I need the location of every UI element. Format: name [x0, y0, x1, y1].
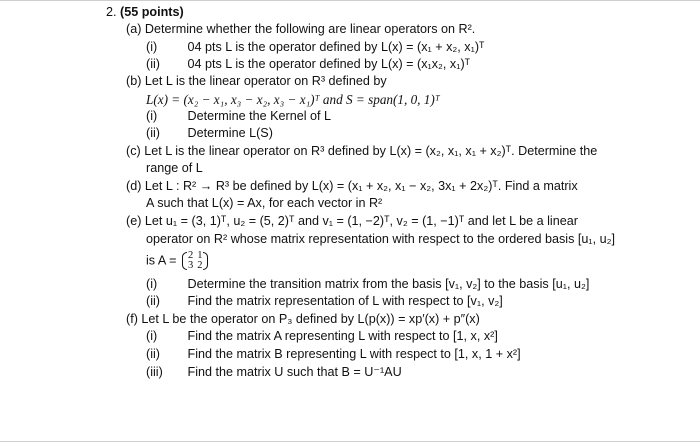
label-f-ii: (ii) — [146, 347, 160, 361]
part-b-i — [146, 108, 331, 125]
label-b: (b) — [126, 74, 142, 88]
label-e-ii: (ii) — [146, 294, 160, 308]
part-f-iii — [146, 364, 402, 381]
part-b-ii — [146, 125, 273, 142]
label-c: (c) — [126, 144, 141, 158]
label-a-i: (i) — [146, 40, 158, 54]
matrix-a-cell: 1 — [197, 250, 203, 261]
part-e — [126, 213, 578, 230]
text-c-cont: range of L — [146, 161, 203, 175]
matrix-a-cell: 2 — [187, 250, 194, 261]
label-e: (e) — [126, 214, 142, 228]
text-e-i: Determine the transition matrix from the basis [v₁, v₂] to the basis [u₁, u₂] — [187, 277, 590, 291]
part-a — [126, 21, 475, 38]
matrix-a-cell: 2 — [197, 260, 203, 271]
text-f-ii: Find the matrix B representing L with respect to [1, x, 1 + x²] — [187, 347, 521, 361]
label-b-ii: (ii) — [146, 126, 160, 140]
text-f-iii: Find the matrix U such that B = U⁻¹AU — [187, 365, 402, 379]
label-d: (d) — [126, 179, 142, 193]
text-b-def: L(x) = (x₂ − x₁, x₃ − x₂, x₃ − x₁)ᵀ and S = span(1, 0, 1)ᵀ — [146, 92, 440, 107]
problem-points: (55 points) — [120, 5, 184, 19]
text-e-is-a: is A = — [146, 253, 177, 268]
part-e-i — [146, 276, 589, 293]
text-e: Let u₁ = (3, 1)ᵀ, u₂ = (5, 2)ᵀ and v₁ = (1, −2)ᵀ, v₂ = (1, −1)ᵀ and let L be a linear — [144, 214, 578, 228]
part-a-ii — [146, 56, 470, 73]
text-a-ii: 04 pts L is the operator defined by L(x) = (x₁x₂, x₁)ᵀ — [187, 57, 471, 71]
part-f — [126, 311, 480, 328]
part-c — [126, 143, 597, 160]
bottom-border — [0, 441, 700, 442]
part-e-cont — [146, 231, 615, 248]
text-e-ii: Find the matrix representation of L with respect to [v₁, v₂] — [187, 294, 503, 308]
part-d — [126, 178, 578, 195]
text-a-i: 04 pts L is the operator defined by L(x) = (x₁ + x₂, x₁)ᵀ — [187, 40, 485, 54]
part-f-ii — [146, 346, 521, 363]
part-c-cont — [146, 160, 203, 177]
matrix-a — [182, 251, 209, 271]
text-f-i: Find the matrix A representing L with respect to [1, x, x²] — [187, 329, 498, 343]
part-f-i — [146, 328, 498, 345]
part-a-i — [146, 39, 484, 56]
text-b-i: Determine the Kernel of L — [187, 109, 332, 123]
part-b-definition — [146, 91, 440, 108]
matrix-a-cell: 3 — [187, 260, 194, 271]
problem-number: 2. — [106, 5, 117, 19]
part-e-ii — [146, 293, 503, 310]
text-a: Determine whether the following are linear operators on R². — [144, 22, 476, 36]
text-b: Let L is the linear operator on R³ defined by — [144, 74, 387, 88]
text-e-cont: operator on R² whose matrix representation with respect to the ordered basis [u₁, u₂] — [146, 232, 616, 246]
part-b — [126, 73, 387, 90]
text-d-cont: A such that L(x) = Ax, for each vector in R² — [146, 196, 383, 210]
part-d-cont — [146, 195, 382, 212]
label-a: (a) — [126, 22, 142, 36]
label-a-ii: (ii) — [146, 57, 160, 71]
top-border — [0, 0, 700, 1]
label-b-i: (i) — [146, 109, 158, 123]
part-e-matrix-line — [146, 251, 208, 271]
label-f: (f) — [126, 312, 138, 326]
text-c: Let L is the linear operator on R³ defined by L(x) = (x₂, x₁, x₁ + x₂)ᵀ. Determine the — [144, 144, 598, 158]
text-b-ii: Determine L(S) — [187, 126, 273, 140]
label-e-i: (i) — [146, 277, 158, 291]
label-f-i: (i) — [146, 329, 158, 343]
problem-header — [106, 4, 184, 21]
text-f: Let L be the operator on P₃ defined by L(p(x)) = xp′(x) + p″(x) — [141, 312, 480, 326]
label-f-iii: (iii) — [146, 365, 163, 379]
text-d: Let L : R² → R³ be defined by L(x) = (x₁ + x₂, x₁ − x₂, 3x₁ + 2x₂)ᵀ. Find a matrix — [144, 179, 578, 193]
